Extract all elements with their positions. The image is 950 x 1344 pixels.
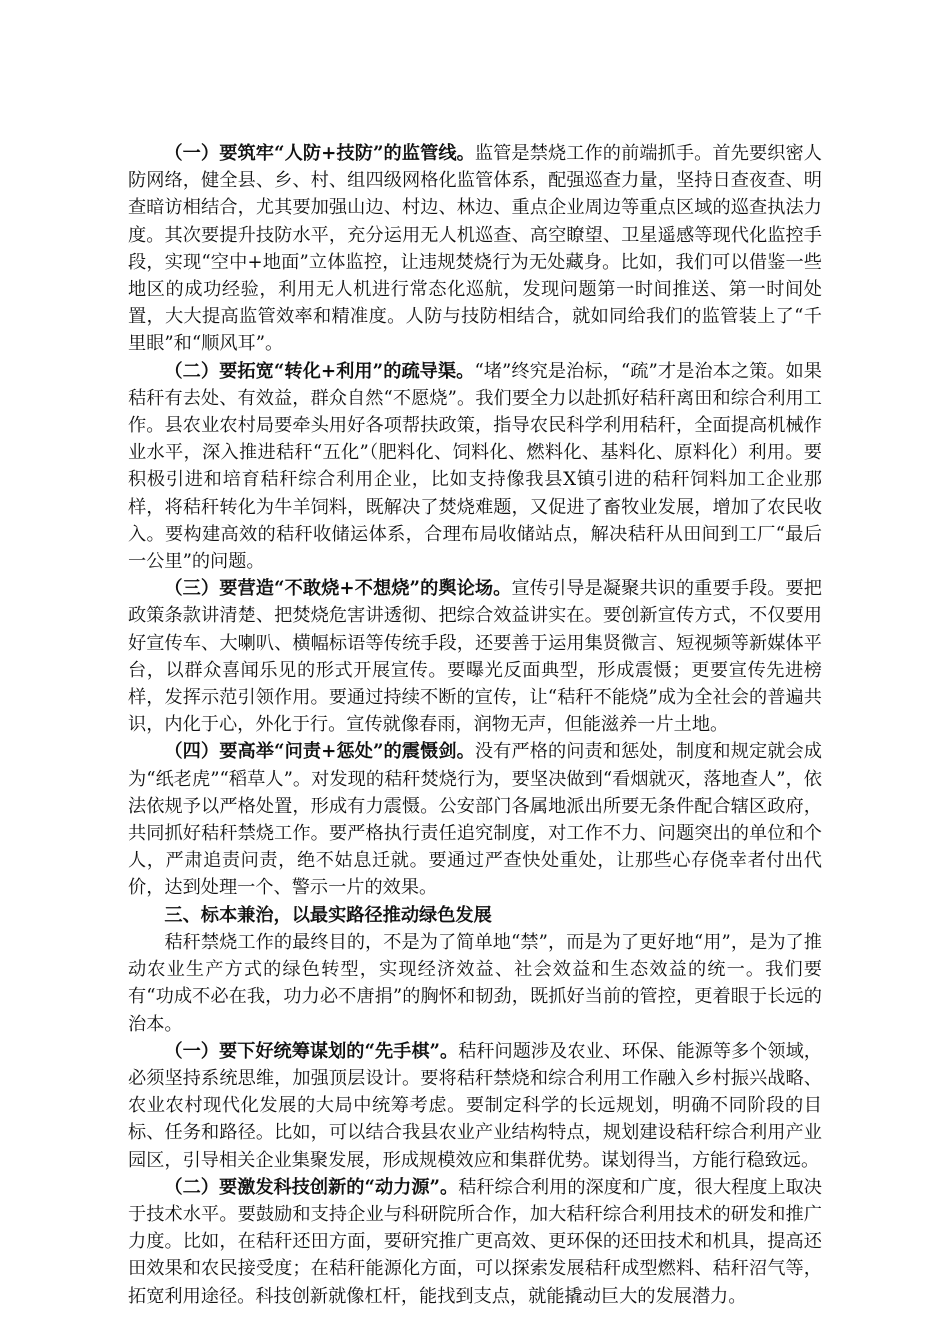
paragraph-body: 宣传引导是凝聚共识的重要手段。要把政策条款讲清楚、把焚烧危害讲透彻、把综合效益讲实在。要创新宣传方式，不仅要用好宣传车、大喇叭、横幅标语等传统手段，还要善于运用集贤微言、短视频等新媒体平台，以群众喜闻乐见的形式开展宣传。要曝光反面典型，形成震慑；更要宣传先进榜样，发挥示范引领作用。要通过持续不断的宣传，让“秸秆不能烧”成为全社会的普遍共识，内化于心，外化于行。宣传就像春雨，润物无声，但能滋养一片土地。 <box>128 578 822 736</box>
paragraph-publicity <box>128 575 822 738</box>
paragraph-lead: （四）要高举“问责+惩处”的震慑剑。 <box>164 741 475 763</box>
paragraph-body: 秸秆问题涉及农业、环保、能源等多个领域，必须坚持系统思维，加强顶层设计。要将秸秆禁烧和综合利用工作融入乡村振兴战略、农业农村现代化发展的大局中统筹考虑。要制定科学的长远规划，明确不同阶段的目标、任务和路径。比如，可以结合我县农业产业结构特点，规划建设秸秆综合利用产业园区，引导相关企业集聚发展，形成规模效应和集群优势。谋划得当，方能行稳致远。 <box>128 1040 822 1171</box>
paragraph-planning <box>128 1038 822 1174</box>
paragraph-lead: （一）要下好统筹谋划的“先手棋”。 <box>164 1040 459 1062</box>
paragraph-body: 监管是禁烧工作的前端抓手。首先要织密人防网络，健全县、乡、村、组四级网格化监管体系，配强巡查力量，坚持日查夜查、明查暗访相结合，尤其要加强山边、村边、林边、重点企业周边等重点区域的巡查执法力度。其次要提升技防水平，充分运用无人机巡查、高空瞭望、卫星遥感等现代化监控手段，实现“空中+地面”立体监控，让违规焚烧行为无处藏身。比如，我们可以借鉴一些地区的成功经验，利用无人机进行常态化巡航，发现问题第一时间推送、第一时间处置，大大提高监管效率和精准度。人防与技防相结合，就如同给我们的监管装上了“千里眼”和“顺风耳”。 <box>128 143 822 355</box>
paragraph-body: 秸秆综合利用的深度和广度，很大程度上取决于技术水平。要鼓励和支持企业与科研院所合作，加大秸秆综合利用技术的研发和推广力度。比如，在秸秆还田方面，要研究推广更高效、更环保的还田技术和机具，提高还田效果和农民接受度；在秸秆能源化方面，可以探索发展秸秆成型燃料、秸秆沼气等，拓宽利用途径。科技创新就像杠杆，能找到支点，就能撬动巨大的发展潜力。 <box>128 1176 822 1307</box>
paragraph-body: 没有严格的问责和惩处，制度和规定就会成为“纸老虎”“稻草人”。对发现的秸秆焚烧行为，要坚决做到“看烟就灭，落地查人”，依法依规予以严格处置，形成有力震慑。公安部门各属地派出所要无条件配合辖区政府，共同抓好秸秆禁烧工作。要严格执行责任追究制度，对工作不力、问题突出的单位和个人，严肃追责问责，绝不姑息迁就。要通过严查快处重处，让那些心存侥幸者付出代价，达到处理一个、警示一片的效果。 <box>128 741 822 899</box>
paragraph-innovation <box>128 1174 822 1310</box>
paragraph-supervision <box>128 140 822 358</box>
paragraph-lead: （一）要筑牢“人防+技防”的监管线。 <box>164 143 475 164</box>
document-page <box>128 140 822 1310</box>
paragraph-lead: （二）要激发科技创新的“动力源”。 <box>164 1176 459 1198</box>
paragraph-body: “堵”终究是治标，“疏”才是治本之策。如果秸秆有去处、有效益，群众自然“不愿烧”。我们要全力以赴抓好秸秆离田和综合利用工作。县农业农村局要牵头用好各项帮扶政策，指导农民科学利用秸秆，全面提高机械作业水平，深入推进秸秆“五化”（肥料化、饲料化、燃料化、基料化、原料化）利用。要积极引进和培育秸秆综合利用企业，比如支持像我县X镇引进的秸秆饲料加工企业那样，将秸秆转化为牛羊饲料，既解决了焚烧难题，又促进了畜牧业发展，增加了农民收入。要构建高效的秸秆收储运体系，合理布局收储站点，解决秸秆从田间到工厂“最后一公里”的问题。 <box>128 360 822 573</box>
section-intro: 秸秆禁烧工作的最终目的，不是为了简单地“禁”，而是为了更好地“用”，是为了推动农业生产方式的绿色转型，实现经济效益、社会效益和生态效益的统一。我们要有“功成不必在我，功力必不唐捐”的胸怀和韧劲，既抓好当前的管控，更着眼于长远的治本。 <box>128 931 822 1035</box>
paragraph-lead: （二）要拓宽“转化+利用”的疏导渠。 <box>164 360 475 382</box>
paragraph-utilization <box>128 358 822 576</box>
paragraph-lead: （三）要营造“不敢烧+不想烧”的舆论场。 <box>164 578 512 600</box>
section-heading: 三、标本兼治，以最实路径推动绿色发展 <box>164 904 492 926</box>
paragraph-accountability <box>128 738 822 901</box>
